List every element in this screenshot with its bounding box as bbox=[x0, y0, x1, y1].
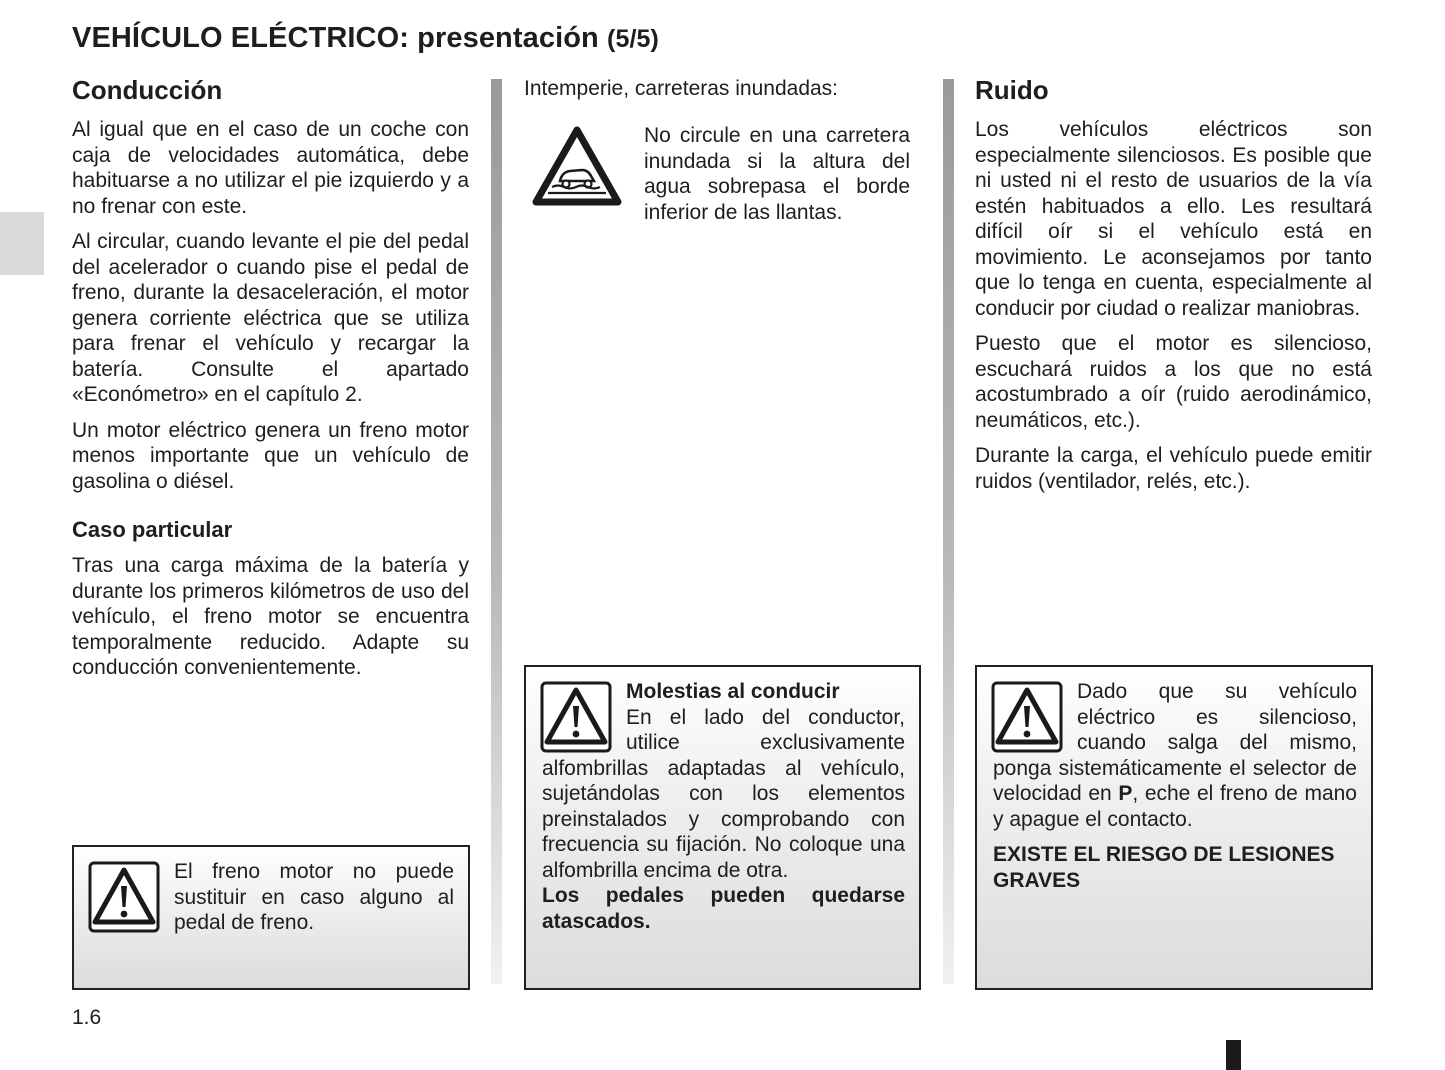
warning-triangle-icon bbox=[88, 861, 160, 933]
page-number: 1.6 bbox=[72, 1006, 102, 1029]
silencioso-warning-text-a: Dado que su vehículo eléctrico es silencioso, cuando salga del mismo, ponga sistemáticamente el selector de velocidad en bbox=[993, 680, 1357, 805]
freno-motor-warning-text: El freno motor no puede sustituir en caso alguno al pedal de freno. bbox=[174, 860, 454, 934]
caso-particular-paragraph: Tras una carga máxima de la batería y durante los primeros kilómetros de uso del vehículo, el freno motor se encuentra temporalmente reducido. Adapte su conducción convenientemente. bbox=[72, 554, 469, 679]
ruido-section bbox=[975, 72, 1372, 504]
page-title bbox=[72, 22, 659, 55]
conduccion-heading: Conducción bbox=[72, 75, 223, 105]
page-title-text: VEHÍCULO ELÉCTRICO: presentación bbox=[72, 22, 599, 54]
conduccion-paragraph: Al circular, cuando levante el pie del pedal del acelerador o cuando pise el pedal de freno, durante la desaceleración, el motor genera corriente eléctrica que se utiliza para frenar el vehículo y recargar la batería. Consulte el apartado «Económetro» en el capítulo 2. bbox=[72, 230, 469, 406]
intemperie-intro: Intemperie, carreteras inundadas: bbox=[524, 77, 839, 100]
warning-triangle-icon bbox=[540, 681, 612, 753]
silencioso-warning-caps: EXISTE EL RIESGO DE LESIONES GRAVES bbox=[993, 843, 1335, 892]
alfombrillas-warning-emphasis: Los pedales pueden quedarse atascados. bbox=[542, 884, 905, 933]
conduccion-paragraph: Al igual que en el caso de un coche con caja de velocidades automática, debe habituarse a no utilizar el pie izquierdo y a no frenar con este. bbox=[72, 118, 469, 218]
flooded-road-icon bbox=[532, 126, 622, 208]
alfombrillas-warning-box bbox=[524, 665, 921, 990]
warning-triangle-icon bbox=[991, 681, 1063, 753]
conduccion-paragraph: Un motor eléctrico genera un freno motor menos importante que un vehículo de gasolina o diésel. bbox=[72, 418, 469, 493]
gear-selector-p: P bbox=[1118, 782, 1133, 805]
conduccion-section bbox=[72, 72, 469, 691]
page-edge-mark bbox=[1226, 1040, 1241, 1070]
ruido-heading: Ruido bbox=[975, 75, 1049, 105]
alfombrillas-warning-title: Molestias al conducir bbox=[626, 680, 840, 703]
chapter-tab bbox=[0, 212, 44, 275]
ruido-paragraph: Puesto que el motor es silencioso, escuchará ruidos a los que no está acostumbrado a oír (ruido aerodinámico, neumáticos, etc.). bbox=[975, 332, 1372, 432]
alfombrillas-warning-body: En el lado del conductor, utilice exclusivamente alfombrillas adaptadas al vehículo, sujetándolas con los elementos preinstalados y comprobando con frecuencia su fijación. No coloque una alfombrilla encima de otra. bbox=[542, 705, 905, 882]
column-divider bbox=[491, 79, 502, 984]
ruido-paragraph: Los vehículos eléctricos son especialmente silenciosos. Es posible que ni usted ni el resto de usuarios de la vía estén habituados a ello. Les resultará difícil oír si el vehículo está en movimiento. Le aconsejamos por tanto que lo tenga en cuenta, especialmente al conducir por ciudad o realizar maniobras. bbox=[975, 118, 1372, 320]
page-counter: (5/5) bbox=[607, 25, 659, 53]
silencioso-warning-box bbox=[975, 665, 1373, 990]
caso-particular-heading: Caso particular bbox=[72, 517, 233, 542]
silencioso-warning-text-b: , eche el freno de mano y apague el contacto. bbox=[993, 782, 1357, 831]
ruido-paragraph: Durante la carga, el vehículo puede emitir ruidos (ventilador, relés, etc.). bbox=[975, 444, 1372, 493]
column-divider bbox=[943, 79, 954, 984]
freno-motor-warning-box bbox=[72, 845, 470, 990]
flooded-road-text: No circule en una carretera inundada si la altura del agua sobrepasa el borde inferior de las llantas. bbox=[644, 124, 910, 224]
